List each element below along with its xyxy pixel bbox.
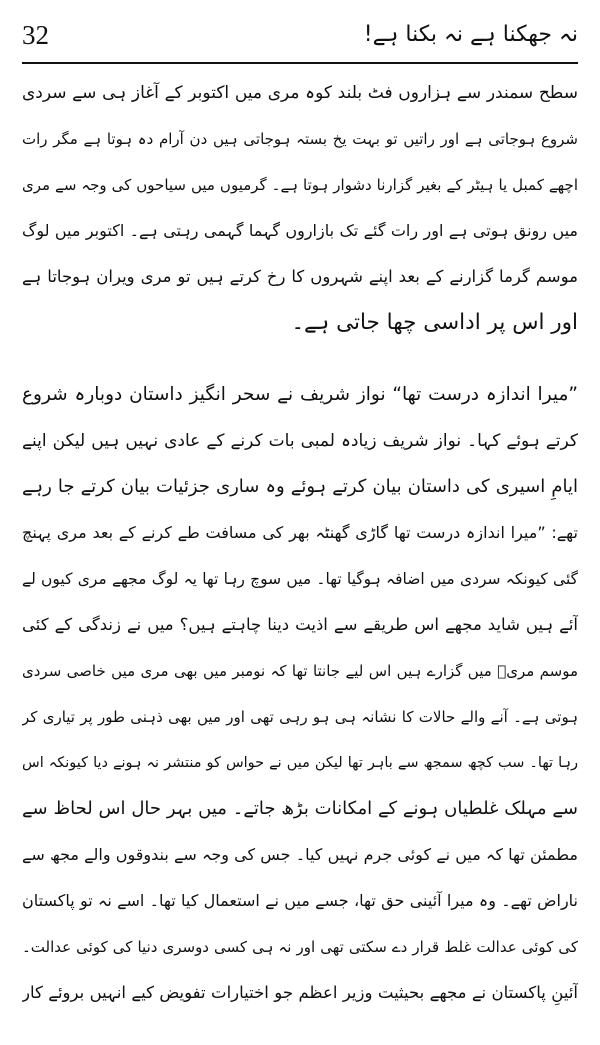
paragraph xyxy=(22,372,578,1016)
text-line: ہوتی ہے۔ آنے والے حالات کا نشانہ ہی ہو رہی تھی اور میں بھی ذہنی طور پر تیاری کر xyxy=(22,708,578,726)
text-line: اور اس پر اداسی چھا جاتی ہے۔ xyxy=(291,310,578,335)
page-header xyxy=(22,18,578,52)
running-title: نہ جھکنا ہے نہ بکنا ہے! xyxy=(363,22,578,47)
page-body xyxy=(22,70,578,1033)
text-line: رہا تھا۔ سب کچھ سمجھ سے باہر تھا لیکن میں نے حواس کو منتشر نہ ہونے دیا کیونکہ اس xyxy=(22,755,578,771)
text-line: سطح سمندر سے ہزاروں فٹ بلند کوہ مری میں اکتوبر کے آغاز ہی سے سردی xyxy=(22,83,578,103)
text-line: آئے ہیں شاید مجھے اس طریقے سے اذیت دینا چاہتے ہیں؟ میں نے زندگی کے کئی xyxy=(22,615,578,634)
text-line: تھے: ”میرا اندازہ درست تھا گاڑی گھنٹہ بھر کی مسافت طے کرنے کے بعد مری پہنچ xyxy=(22,523,578,542)
text-line: گئی کیونکہ سردی میں اضافہ ہوگیا تھا۔ میں سوچ رہا تھا یہ لوگ مجھے مری کیوں لے xyxy=(22,570,578,588)
header-rule xyxy=(22,62,578,64)
text-line: سے مہلک غلطیاں ہونے کے امکانات بڑھ جاتے۔ میں بہر حال اس لحاظ سے xyxy=(22,798,578,819)
text-line: ”میرا اندازہ درست تھا“ نواز شریف نے سحر انگیز داستان دوبارہ شروع xyxy=(22,384,578,405)
text-line: اچھے کمبل یا ہیٹر کے بغیر گزارنا دشوار ہوتا ہے۔ گرمیوں میں سیاحوں کی وجہ سے مری xyxy=(22,176,578,194)
paragraph xyxy=(22,70,578,346)
page-number: 32 xyxy=(22,20,49,50)
text-line: کرتے ہوئے کہا۔ نواز شریف زیادہ لمبی بات کرنے کے عادی نہیں ہیں لیکن اپنے xyxy=(22,431,578,451)
text-line: آئینِ پاکستان نے مجھے بحیثیت وزیر اعظم جو اختیارات تفویض کیے انہیں بروئے کار xyxy=(22,983,578,1002)
text-line: کی کوئی عدالت غلط قرار دے سکتی تھی اور نہ ہی کسی دوسری دنیا کی کوئی عدالت۔ xyxy=(22,938,578,956)
text-line: میں رونق ہوتی ہے اور رات گئے تک بازاروں گہما گہمی رہتی ہے۔ اکتوبر میں لوگ xyxy=(22,221,578,240)
text-line: شروع ہوجاتی ہے اور راتیں تو بہت یخ بستہ ہوجاتی ہیں دن آرام دہ ہوتا ہے مگر رات xyxy=(22,130,578,148)
text-line: ناراض تھے۔ وہ میرا آئینی حق تھا، جسے میں نے استعمال کیا تھا۔ اسے نہ تو پاکستان xyxy=(22,891,578,910)
text-line: مطمئن تھا کہ میں نے کوئی جرم نہیں کیا۔ جس کی وجہ سے بندوقوں والے مجھ سے xyxy=(22,845,578,864)
text-line: ایامِ اسیری کی داستان بیان کرتے ہوئے وہ ساری جزئیات بیان کرتے جا رہے xyxy=(22,476,578,497)
text-line: موسم مریؔ میں گزارے ہیں اس لیے جانتا تھا کہ نومبر میں بھی مری میں خاصی سردی xyxy=(22,662,578,680)
text-line: موسم گرما گزارنے کے بعد اپنے شہروں کا رخ کرتے ہیں تو مری ویران ہوجاتا ہے xyxy=(22,267,578,286)
